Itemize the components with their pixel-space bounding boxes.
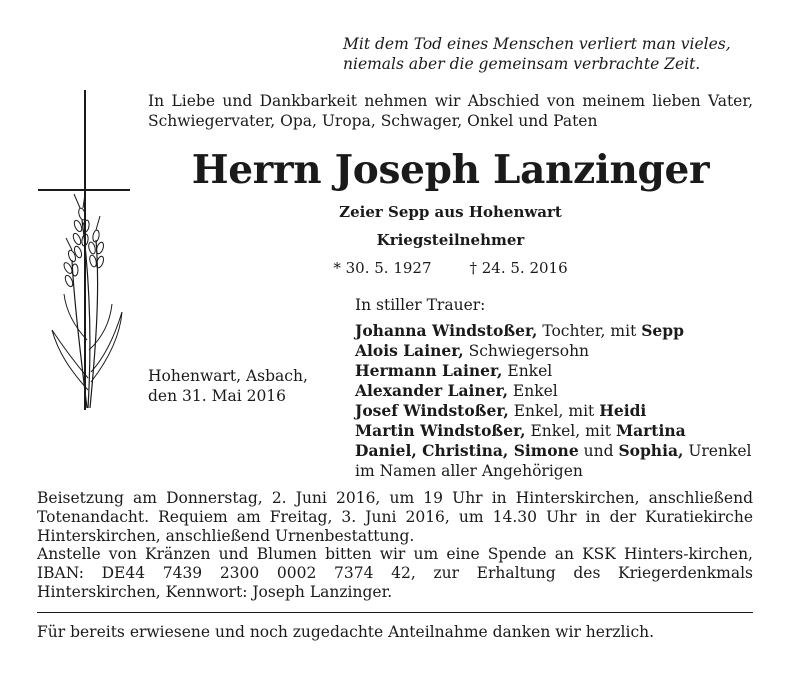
mourner-name: Daniel, Christina, Simone (355, 441, 579, 460)
motto-line-2: niemals aber die gemeinsam verbrachte Zeit. (343, 55, 701, 73)
mourner-relation: Schwiegersohn (463, 342, 590, 360)
mourner-relation: Enkel (502, 362, 553, 380)
mourner-connector: und (578, 442, 619, 460)
deceased-name: Herrn Joseph Lanzinger (191, 147, 710, 193)
mourner-name: Josef Windstoßer, (355, 401, 509, 420)
mourners-closing: im Namen aller Angehörigen (355, 462, 583, 480)
motto-quote (343, 34, 753, 74)
divider (37, 612, 753, 613)
funeral-details (37, 489, 753, 602)
mourner-partner: Martina (615, 421, 686, 440)
mourners-heading: In stiller Trauer: (355, 296, 486, 314)
list-item (355, 381, 755, 401)
date-line: den 31. Mai 2016 (148, 387, 287, 405)
place-line: Hohenwart, Asbach, (148, 367, 308, 385)
funeral-paragraph: Beisetzung am Donnerstag, 2. Juni 2016, um 19 Uhr in Hinterskirchen, anschließend Totenandacht. Requiem am Freitag, 3. Juni 2016, um 14.30 Uhr in der Kuratiekirche Hinterskirchen, anschließend Urnenbestattung. (37, 489, 753, 545)
mourner-relation: Enkel, mit (525, 422, 616, 440)
deceased-nickname: Zeier Sepp aus Hohenwart (339, 203, 562, 221)
mourner-relation: Enkel, mit (508, 402, 600, 420)
list-item (355, 361, 755, 381)
mourner-name: Alois Lainer, (355, 341, 464, 360)
mourner-partner: Sepp (641, 321, 684, 340)
mourner-name: Martin Windstoßer, (355, 421, 526, 440)
place-date (148, 366, 338, 406)
mourner-name: Johanna Windstoßer, (355, 321, 538, 340)
intro-text: In Liebe und Dankbarkeit nehmen wir Abschied von meinem lieben Vater, Schwiegervater, Opa, Uropa, Schwager, Onkel und Paten (148, 92, 753, 130)
mourner-relation: Enkel (508, 382, 558, 400)
mourner-relation: Tochter, mit (537, 322, 642, 340)
mourners-list (355, 295, 755, 481)
mourner-name: Sophia, (618, 441, 684, 460)
life-dates (148, 258, 753, 278)
birth-date: * 30. 5. 1927 (333, 259, 432, 277)
motto-line-1: Mit dem Tod eines Menschen verliert man vieles, (343, 35, 731, 53)
thanks-text: Für bereits erwiesene und noch zugedachte Anteilnahme danken wir herzlich. (37, 623, 655, 641)
list-item (355, 341, 755, 361)
list-item (355, 401, 755, 421)
cross-with-wheat-icon (30, 90, 140, 410)
mourner-name: Hermann Lainer, (355, 361, 503, 380)
donation-paragraph: Anstelle von Kränzen und Blumen bitten wir um eine Spende an KSK Hinters-kirchen, IBAN: DE44 7439 2300 0002 7374 42, zur Erhaltung des Kriegerdenkmals Hinterskirchen, Kennwort: Joseph Lanzinger. (37, 545, 753, 601)
deceased-role: Kriegsteilnehmer (376, 231, 525, 249)
list-item (355, 441, 755, 461)
death-date: † 24. 5. 2016 (469, 259, 568, 277)
mourner-name: Alexander Lainer, (355, 381, 508, 400)
list-item (355, 321, 755, 341)
mourner-partner: Heidi (599, 401, 647, 420)
mourner-relation: Urenkel (683, 442, 752, 460)
list-item (355, 421, 755, 441)
